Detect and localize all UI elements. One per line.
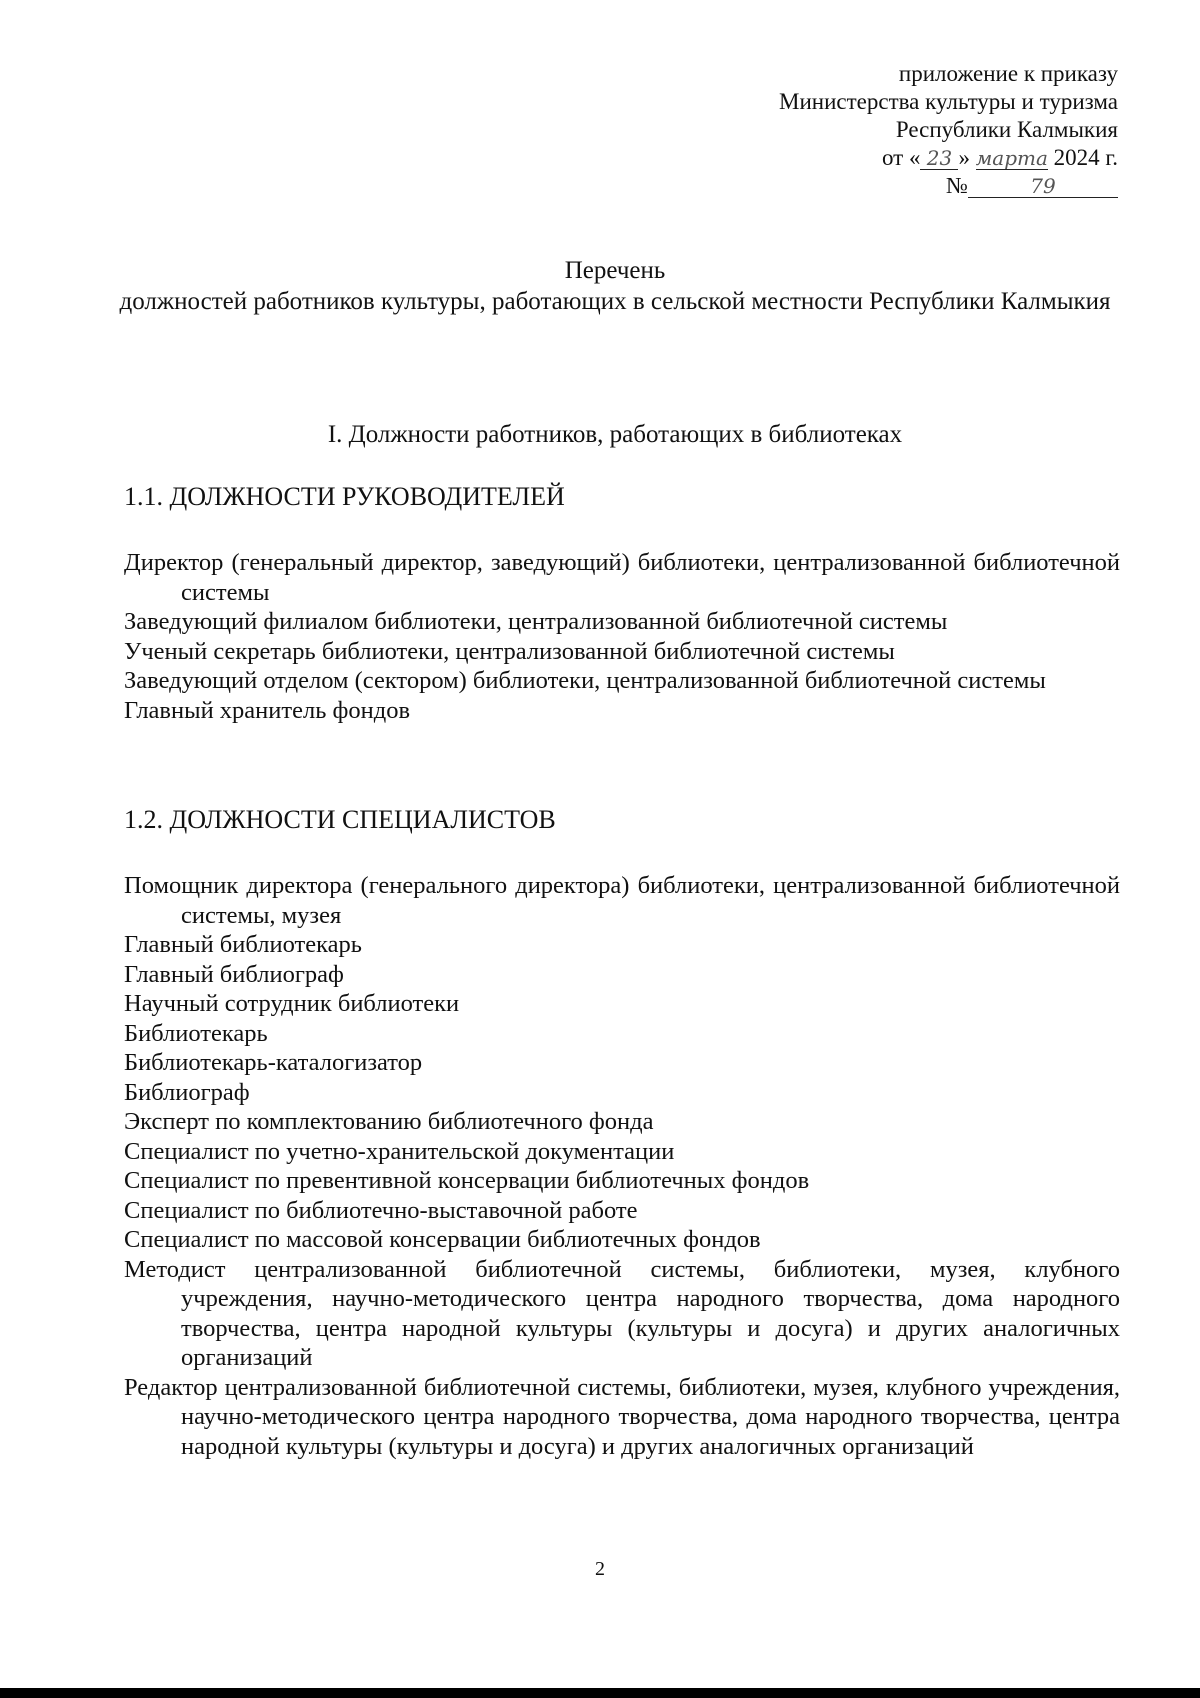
scan-bottom-edge [0,1688,1200,1698]
list-item: Эксперт по комплектованию библиотечного фонда [124,1108,654,1135]
approval-date-line [558,144,1118,172]
subsection-heading-2: 1.2. ДОЛЖНОСТИ СПЕЦИАЛИСТОВ [124,805,556,834]
list-item: Специалист по превентивной консервации библиотечных фондов [124,1167,810,1194]
number-label: № [946,173,968,198]
list-item: Главный хранитель фондов [124,696,411,724]
list-item: Заведующий филиалом библиотеки, централизованной библиотечной системы [124,608,948,635]
list-item: Специалист по массовой консервации библиотечных фондов [124,1226,761,1253]
page-number: 2 [595,1558,605,1580]
date-prefix: от « [881,145,921,170]
list-item: Библиотекарь-каталогизатор [124,1049,423,1076]
list-item: Директор (генеральный директор, заведующий) библиотеки, централизованной библиотечной системы [124,549,1120,606]
list-item: Заведующий отделом (сектором) библиотеки, централизованной библиотечной системы [124,667,1046,694]
date-month-handwritten: марта [975,146,1048,170]
managers-list [124,548,1120,725]
list-item: Редактор централизованной библиотечной системы, библиотеки, музея, клубного учреждения, научно-методического центра народного творчества, дома народного творчества, центра народной культуры (культуры и досуга) и других аналогичных организаций [124,1373,1120,1460]
section-heading: I. Должности работников, работающих в библиотеках [327,421,903,448]
list-item: Библиотекарь [124,1019,268,1047]
title-line-1: Перечень [564,257,666,284]
specialists-list [124,871,1120,1461]
list-item: Специалист по учетно-хранительской документации [124,1137,675,1165]
list-item: Научный сотрудник библиотеки [124,990,460,1017]
list-item: Главный библиограф [124,960,344,988]
list-item: Библиограф [124,1078,250,1106]
subsection-heading-1: 1.1. ДОЛЖНОСТИ РУКОВОДИТЕЛЕЙ [124,482,565,511]
approval-line-1: приложение к приказу [898,61,1118,86]
list-item: Ученый секретарь библиотеки, централизованной библиотечной системы [124,637,895,665]
list-item: Главный библиотекарь [124,931,362,958]
approval-line-3: Республики Калмыкия [895,117,1118,142]
list-item: Специалист по библиотечно-выставочной работе [124,1196,638,1224]
date-year: 2024 г. [1053,145,1118,170]
date-mid: » [958,145,970,170]
document-title [110,255,1120,317]
list-item: Помощник директора (генерального директора) библиотеки, централизованной библиотечной системы, музея [124,872,1120,929]
list-item: Методист централизованной библиотечной системы, библиотеки, музея, клубного учреждения, научно-методического центра народного творчества, дома народного творчества, центра народной культуры (культуры и досуга) и других аналогичных организаций [124,1255,1120,1371]
approval-line-2: Министерства культуры и туризма [779,89,1118,114]
number-handwritten: 79 [1030,174,1056,198]
approval-number-line [558,172,1118,200]
approval-block [558,60,1118,200]
date-day-handwritten: 23 [926,146,953,170]
title-line-2: должностей работников культуры, работающих в сельской местности Республики Калмыкия [119,288,1111,315]
